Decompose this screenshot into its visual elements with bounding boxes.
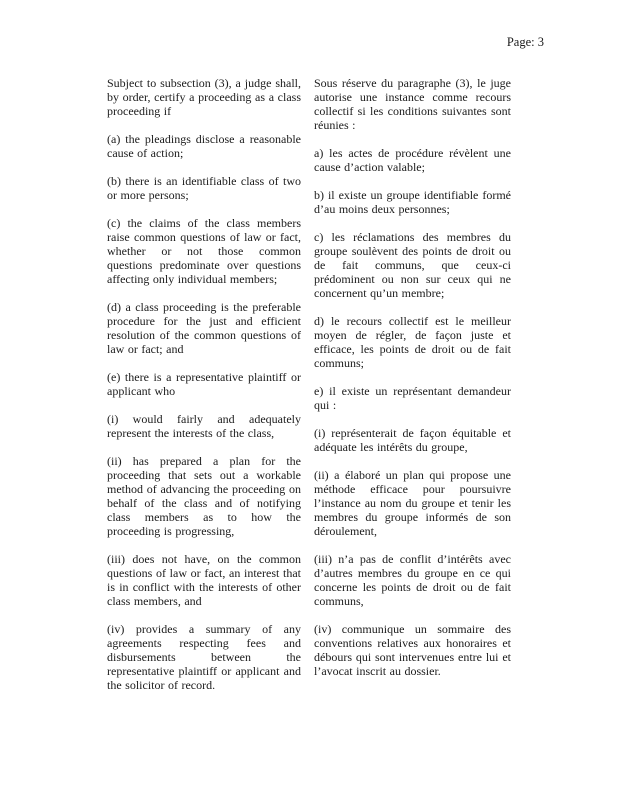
paragraph-fr-i: (i) représenterait de façon équitable et adéquate les intérêts du groupe, [314, 426, 511, 454]
paragraph-en-intro: Subject to subsection (3), a judge shall, by order, certify a proceeding as a class proceeding if [107, 76, 301, 118]
paragraph-en-iii: (iii) does not have, on the common questions of law or fact, an interest that is in conflict with the interests of other class members, and [107, 552, 301, 608]
two-column-text [107, 76, 511, 692]
page-number: Page: 3 [506, 35, 544, 49]
paragraph-en-iv: (iv) provides a summary of any agreements respecting fees and disbursements between the representative plaintiff or applicant and the solicitor of record. [107, 622, 301, 692]
paragraph-fr-b: b) il existe un groupe identifiable formé d’au moins deux personnes; [314, 188, 511, 216]
paragraph-fr-intro: Sous réserve du paragraphe (3), le juge autorise une instance comme recours collectif si les conditions suivantes sont réunies : [314, 76, 511, 132]
paragraph-fr-ii: (ii) a élaboré un plan qui propose une méthode efficace pour poursuivre l’instance au nom du groupe et tenir les membres du groupe informés de son déroulement, [314, 468, 511, 538]
paragraph-en-d: (d) a class proceeding is the preferable procedure for the just and efficient resolution of the common questions of law or fact; and [107, 300, 301, 356]
paragraph-en-ii: (ii) has prepared a plan for the proceeding that sets out a workable method of advancing the proceeding on behalf of the class and of notifying class members as to how the proceeding is progressing, [107, 454, 301, 538]
paragraph-fr-d: d) le recours collectif est le meilleur moyen de régler, de façon juste et efficace, les points de droit ou de fait communs; [314, 314, 511, 370]
paragraph-en-b: (b) there is an identifiable class of two or more persons; [107, 174, 301, 202]
paragraph-en-i: (i) would fairly and adequately represent the interests of the class, [107, 412, 301, 440]
paragraph-en-e: (e) there is a representative plaintiff or applicant who [107, 370, 301, 398]
paragraph-en-c: (c) the claims of the class members raise common questions of law or fact, whether or not those common questions predominate over questions affecting only individual members; [107, 216, 301, 286]
paragraph-fr-a: a) les actes de procédure révèlent une cause d’action valable; [314, 146, 511, 174]
english-column [107, 76, 301, 692]
paragraph-fr-c: c) les réclamations des membres du groupe soulèvent des points de droit ou de fait communs, que ceux-ci prédominent ou non sur ceux qui ne concernent qu’un membre; [314, 230, 511, 300]
paragraph-fr-iv: (iv) communique un sommaire des conventions relatives aux honoraires et débours qui sont intervenues entre lui et l’avocat inscrit au dossier. [314, 622, 511, 678]
french-column [314, 76, 511, 692]
paragraph-en-a: (a) the pleadings disclose a reasonable cause of action; [107, 132, 301, 160]
paragraph-fr-iii: (iii) n’a pas de conflit d’intérêts avec d’autres membres du groupe en ce qui concerne les points de droit ou de fait communs, [314, 552, 511, 608]
paragraph-fr-e: e) il existe un représentant demandeur qui : [314, 384, 511, 412]
